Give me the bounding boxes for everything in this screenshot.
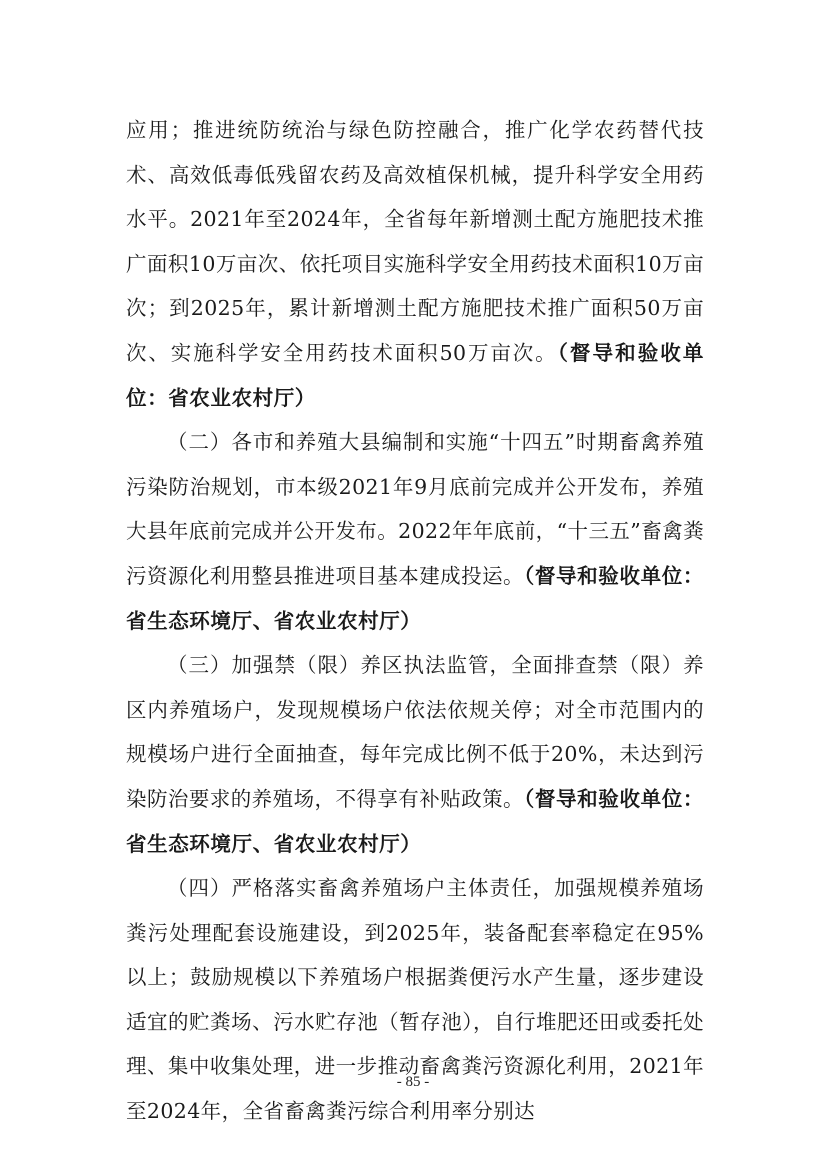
supervision-note: （督导和验收单位：省生态环境厅、省农业农村厅） <box>126 563 704 633</box>
paragraph-text: （二）各市和养殖大县编制和实施“十四五”时期畜禽养殖污染防治规划，市本级2021年9月底前完成并公开发布，养殖大县年底前完成并公开发布。2022年年底前，“十三五”畜禽粪污资源化利用整县推进项目基本建成投运。 <box>126 430 704 588</box>
supervision-note: （督导和验收单位：省生态环境厅、省农业农村厅） <box>126 786 704 856</box>
paragraph-item-2 <box>126 420 704 643</box>
paragraph-item-3 <box>126 643 704 866</box>
paragraph-text: 应用；推进统防统治与绿色防控融合，推广化学农药替代技术、高效低毒低残留农药及高效植保机械，提升科学安全用药水平。2021年至2024年，全省每年新增测土配方施肥技术推广面积10万亩次、依托项目实施科学安全用药技术面积10万亩次；到2025年，累计新增测土配方施肥技术推广面积50万亩次、实施科学安全用药技术面积50万亩次。 <box>126 118 704 365</box>
body-text <box>126 108 704 1134</box>
page-number: - 85 - <box>396 1074 430 1090</box>
supervision-note: （督导和验收单位：省农业农村厅） <box>126 340 705 410</box>
paragraph-continuation <box>126 108 704 420</box>
paragraph-text: （三）加强禁（限）养区执法监管，全面排查禁（限）养区内养殖场户，发现规模场户依法依规关停；对全市范围内的规模场户进行全面抽查，每年完成比例不低于20%，未达到污染防治要求的养殖场，不得享有补贴政策。 <box>126 653 704 811</box>
paragraph-item-4 <box>126 866 704 1134</box>
paragraph-text: （四）严格落实畜禽养殖场户主体责任，加强规模养殖场粪污处理配套设施建设，到2025年，装备配套率稳定在95%以上；鼓励规模以下养殖场户根据粪便污水产生量，逐步建设适宜的贮粪场、污水贮存池（暂存池），自行堆肥还田或委托处理、集中收集处理，进一步推动畜禽粪污资源化利用，2021年至2024年，全省畜禽粪污综合利用率分别达 <box>126 876 704 1124</box>
